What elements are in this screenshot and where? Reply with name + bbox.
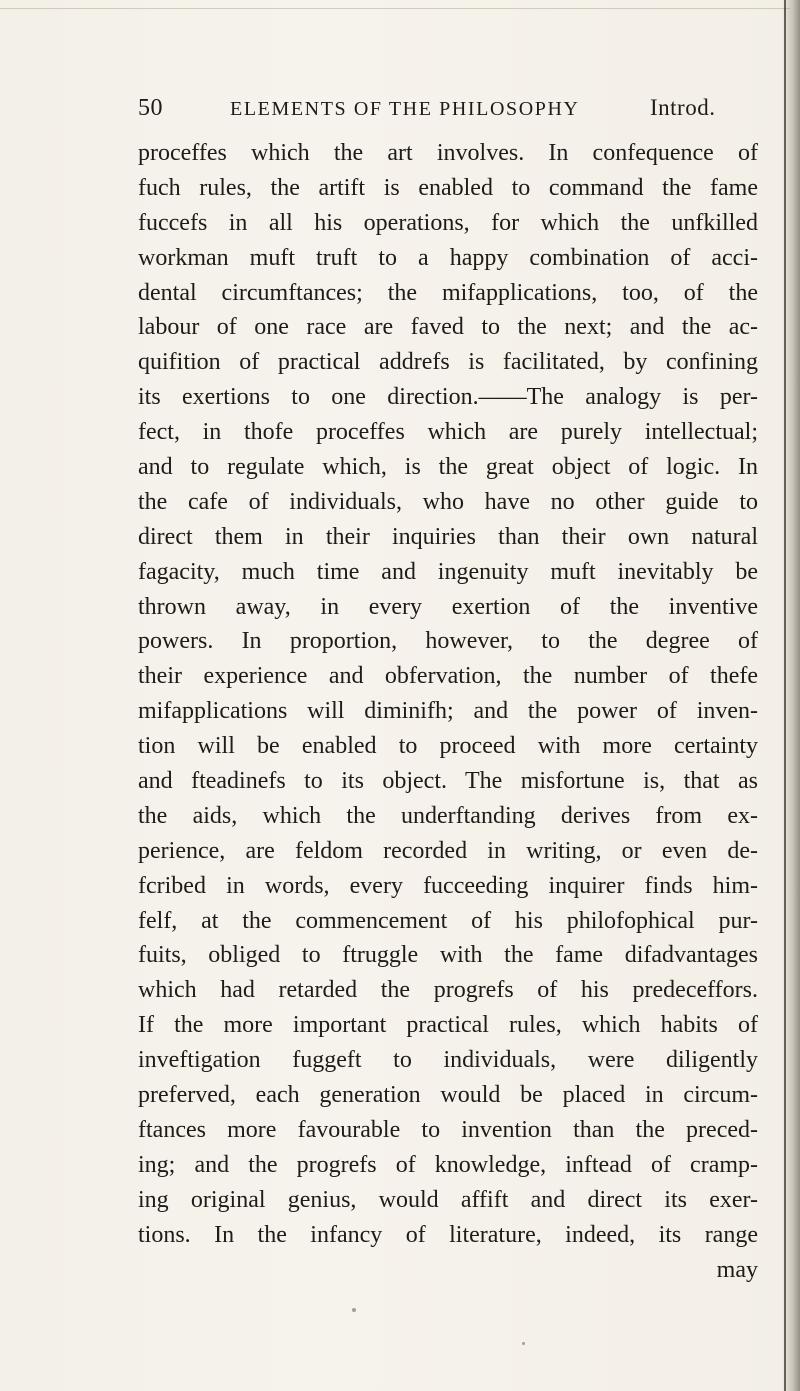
text-line: perience, are feldom recorded in writing, or even de- <box>138 837 758 864</box>
text-line: quifition of practical addrefs is facilitated, by confining <box>138 349 758 376</box>
text-line: workman muft truft to a happy combination of acci- <box>138 244 758 271</box>
text-line: tion will be enabled to proceed with more certainty <box>138 733 758 760</box>
text-line: fcribed in words, every fucceeding inquirer finds him- <box>138 872 758 899</box>
text-line: proceffes which the art involves. In confequence of <box>138 140 758 166</box>
paper-speck <box>522 1342 525 1345</box>
text-line: and to regulate which, is the great object of logic. In <box>138 454 758 481</box>
text-line: inveftigation fuggeft to individuals, were diligently <box>138 1047 758 1074</box>
text-line: ing; and the progrefs of knowledge, inftead of cramp- <box>138 1151 758 1178</box>
text-line: thrown away, in every exertion of the inventive <box>138 593 758 620</box>
text-line: dental circumftances; the mifapplications, too, of the <box>138 279 758 306</box>
text-line: its exertions to one direction.——The analogy is per- <box>138 384 758 411</box>
text-line: fuccefs in all his operations, for which the unfkilled <box>138 209 758 236</box>
text-line: tions. In the infancy of literature, indeed, its range <box>138 1221 758 1248</box>
page-top-edge <box>0 8 790 9</box>
text-line: which had retarded the progrefs of his predeceffors. <box>138 977 758 1004</box>
text-line: their experience and obfervation, the number of thefe <box>138 663 758 690</box>
text-line: ftances more favourable to invention than the preced- <box>138 1116 758 1143</box>
text-line: ing original genius, would affift and direct its exer- <box>138 1186 758 1213</box>
page-edge-line <box>784 0 786 1391</box>
text-line: fuch rules, the artift is enabled to command the fame <box>138 174 758 201</box>
page-number: 50 <box>138 95 163 121</box>
text-line: fagacity, much time and ingenuity muft inevitably be <box>138 558 758 585</box>
text-line: the cafe of individuals, who have no other guide to <box>138 488 758 515</box>
text-line: fect, in thofe proceffes which are purely intellectual; <box>138 419 758 446</box>
body-text <box>138 136 758 1287</box>
text-line: the aids, which the underftanding derives from ex- <box>138 802 758 829</box>
text-line: labour of one race are faved to the next; and the ac- <box>138 314 758 341</box>
text-line: mifapplications will diminifh; and the power of inven- <box>138 698 758 725</box>
running-head <box>138 95 778 131</box>
running-title: ELEMENTS OF THE PHILOSOPHY <box>230 98 580 120</box>
text-line: and fteadinefs to its object. The misfortune is, that as <box>138 768 758 795</box>
text-line: If the more important practical rules, which habits of <box>138 1012 758 1039</box>
text-line: felf, at the commencement of his philofophical pur- <box>138 907 758 934</box>
text-line: fuits, obliged to ftruggle with the fame difadvantages <box>138 942 758 969</box>
catchword: may <box>716 1256 758 1283</box>
text-line: preferved, each generation would be placed in circum- <box>138 1082 758 1109</box>
section-label: Introd. <box>650 95 716 120</box>
paper-speck <box>352 1308 356 1312</box>
text-line: direct them in their inquiries than their own natural <box>138 523 758 550</box>
text-line: powers. In proportion, however, to the degree of <box>138 628 758 655</box>
